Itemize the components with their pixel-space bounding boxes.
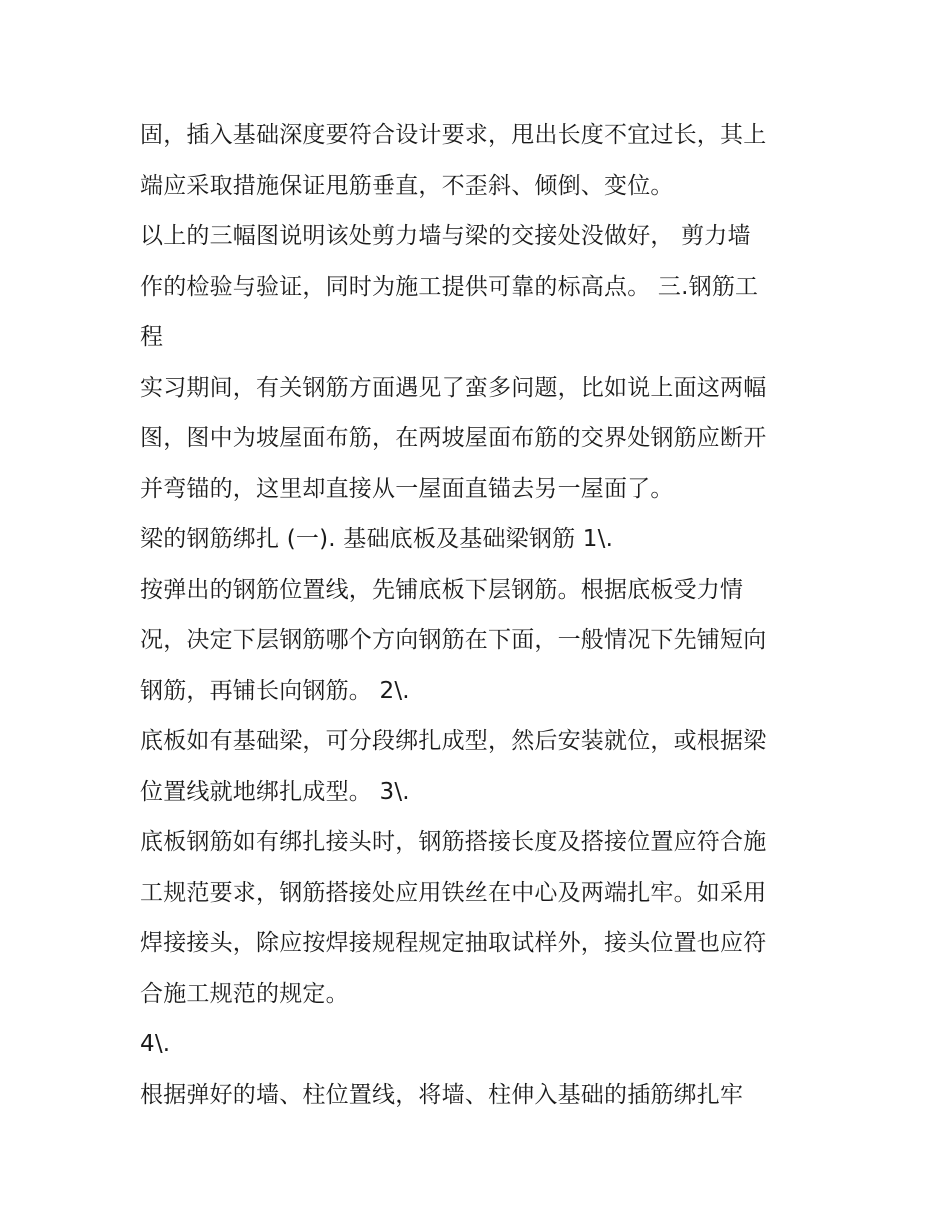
text-line: 位置线就地绑扎成型。 3\. xyxy=(140,778,410,805)
text-line: 以上的三幅图说明该处剪力墙与梁的交接处没做好， 剪力墙 xyxy=(140,223,751,249)
text-line: 况，决定下层钢筋哪个方向钢筋在下面，一般情况下先铺短向 xyxy=(140,627,767,653)
text-line: 合施工规范的规定。 xyxy=(140,980,349,1007)
text-line: 按弹出的钢筋位置线，先铺底板下层钢筋。根据底板受力情 xyxy=(140,576,744,603)
text-line: 图，图中为坡屋面布筋，在两坡屋面布筋的交界处钢筋应断开 xyxy=(140,425,767,451)
text-line: 实习期间，有关钢筋方面遇见了蛮多问题，比如说上面这两幅 xyxy=(140,374,767,401)
text-line: 程 xyxy=(140,324,164,350)
text-line: 根据弹好的墙、柱位置线，将墙、柱伸入基础的插筋绑扎牢 xyxy=(140,1081,744,1108)
body-text xyxy=(140,110,820,1120)
text-line: 并弯锚的，这里却直接从一屋面直锚去另一屋面了。 xyxy=(140,475,674,502)
text-line: 作的检验与验证，同时为施工提供可靠的标高点。 三.钢筋工 xyxy=(140,273,759,300)
text-line: 工规范要求，钢筋搭接处应用铁丝在中心及两端扎牢。如采用 xyxy=(140,879,767,906)
text-line: 钢筋，再铺长向钢筋。 2\. xyxy=(140,677,410,704)
text-line: 底板钢筋如有绑扎接头时，钢筋搭接长度及搭接位置应符合施 xyxy=(140,829,767,855)
text-line: 4\. xyxy=(140,1031,171,1057)
text-line: 焊接接头，除应按焊接规程规定抽取试样外，接头位置也应符 xyxy=(140,930,767,956)
text-line: 底板如有基础梁，可分段绑扎成型，然后安装就位，或根据梁 xyxy=(140,728,767,754)
text-line: 端应采取措施保证甩筋垂直，不歪斜、倾倒、变位。 xyxy=(140,172,674,199)
text-line: 梁的钢筋绑扎 (一). 基础底板及基础梁钢筋 1\. xyxy=(140,526,614,552)
text-line: 固，插入基础深度要符合设计要求，甩出长度不宜过长，其上 xyxy=(140,122,767,148)
